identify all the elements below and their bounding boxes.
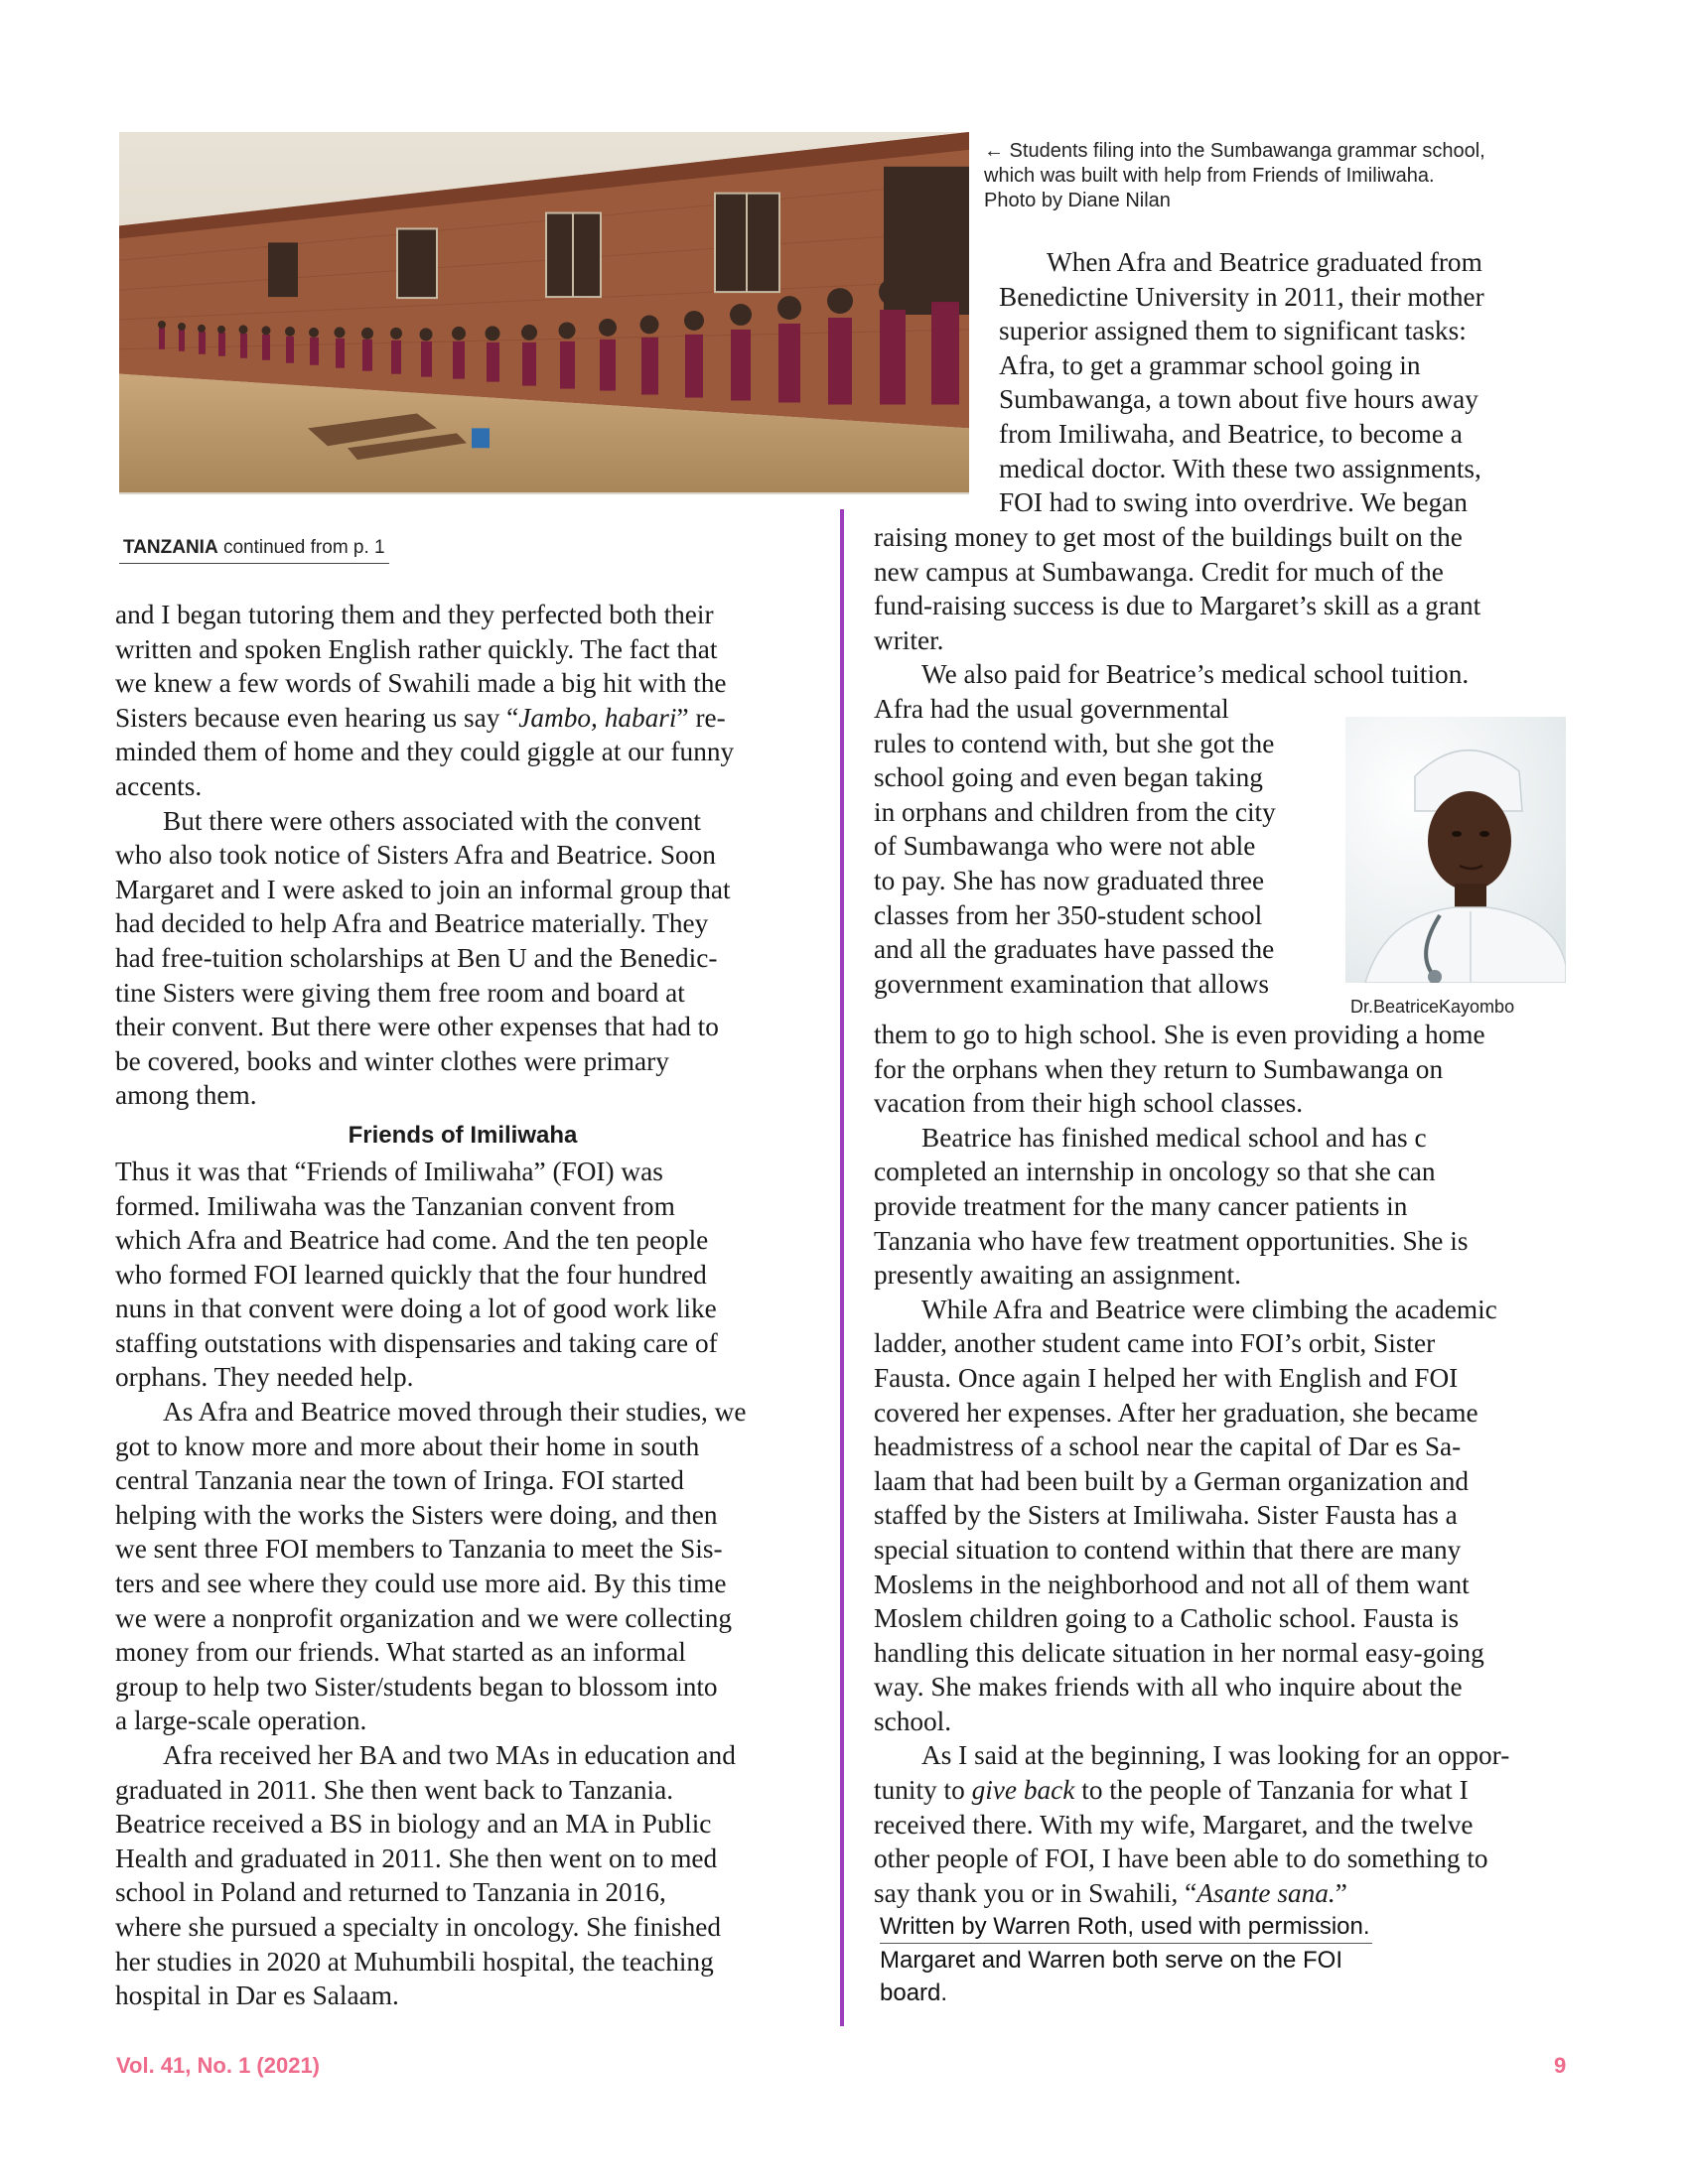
text-line: provide treatment for the many cancer patients in [874, 1190, 1408, 1221]
text-line: school going and even began taking [874, 762, 1263, 793]
right-column-mid [874, 520, 1569, 692]
text-line: presently awaiting an assignment. [874, 1260, 1241, 1291]
text-line: Afra had the usual governmental [874, 694, 1229, 724]
text-line: ters and see where they could use more aid. By this time [115, 1569, 727, 1599]
text-line: fund-raising success is due to Margaret’s skill as a grant [874, 591, 1481, 621]
text-line: which Afra and Beatrice had come. And the ten people [115, 1225, 709, 1256]
text-line: Benedictine University in 2011, their mother [999, 281, 1484, 312]
students-photo [119, 132, 969, 494]
photo-caption [984, 139, 1540, 213]
text-line: rules to contend with, but she got the [874, 728, 1275, 758]
continued-label [119, 536, 389, 564]
text-line: Beatrice received a BS in biology and an MA in Public [115, 1809, 712, 1840]
text-line: Thus it was that “Friends of Imiliwaha” (FOI) was [115, 1156, 663, 1186]
text-line: we were a nonprofit organization and we were collecting [115, 1602, 733, 1633]
text-line: written and spoken English rather quickly. The fact that [115, 633, 718, 664]
text-line: classes from her 350-student school [874, 899, 1263, 930]
text-span: tunity to [874, 1775, 972, 1806]
text-line: orphans. They needed help. [115, 1362, 414, 1393]
continued-section: TANZANIA [123, 537, 218, 558]
text-line: and I began tutoring them and they perfected both their [115, 600, 714, 629]
text-line: ladder, another student came into FOI’s orbit, Sister [874, 1328, 1436, 1359]
text-line: writer. [874, 624, 944, 655]
text-line: we sent three FOI members to Tanzania to meet the Sis- [115, 1534, 723, 1565]
text-line: Beatrice has finished medical school and has c [921, 1122, 1427, 1153]
text-line: school. [874, 1706, 952, 1736]
text-line: where she pursued a specialty in oncology. She finished [115, 1911, 721, 1942]
text-line: their convent. But there were other expenses that had to [115, 1012, 719, 1042]
right-column-bottom [874, 1018, 1569, 1910]
text-line: to pay. She has now graduated three [874, 865, 1265, 895]
text-line [115, 701, 810, 736]
text-line: handling this delicate situation in her normal easy-going [874, 1637, 1484, 1668]
text-line: nuns in that convent were doing a lot of good work like [115, 1294, 717, 1324]
byline [880, 1910, 1372, 2009]
text-line: covered her expenses. After her graduation, she became [874, 1397, 1478, 1428]
text-span: to the people of Tanzania for what I [1074, 1775, 1469, 1806]
text-line: a large-scale operation. [115, 1706, 367, 1736]
text-line [874, 1876, 1569, 1911]
text-line: medical doctor. With these two assignments, [999, 453, 1481, 483]
page-number: 9 [1554, 2053, 1567, 2078]
text-line: among them. [115, 1080, 257, 1111]
text-line: FOI had to swing into overdrive. We began [999, 487, 1468, 518]
text-line: her studies in 2020 at Muhumbili hospital, the teaching [115, 1946, 714, 1977]
text-line: As Afra and Beatrice moved through their studies, we [163, 1397, 747, 1428]
text-line: While Afra and Beatrice were climbing the academic [921, 1294, 1497, 1324]
text-span: say thank you or in Swahili, “ [874, 1877, 1197, 1908]
text-line: special situation to contend within that there are many [874, 1534, 1462, 1565]
byline-line: board. [880, 1979, 948, 2006]
text-span: ” [1335, 1877, 1347, 1908]
photo-caption-line: Photo by Diane Nilan [984, 190, 1171, 211]
text-line: Moslem children going to a Catholic school. Fausta is [874, 1603, 1460, 1634]
text-line: Tanzania who have few treatment opportunities. She is [874, 1225, 1469, 1256]
text-line: As I said at the beginning, I was looking for an oppor- [921, 1740, 1510, 1771]
text-line: hospital in Dar es Salaam. [115, 1980, 399, 2011]
text-line: for the orphans when they return to Sumbawanga on [874, 1053, 1444, 1084]
text-line: tine Sisters were giving them free room and board at [115, 977, 685, 1008]
volume-footer: Vol. 41, No. 1 (2021) [116, 2053, 321, 2078]
text-line: helping with the works the Sisters were doing, and then [115, 1499, 718, 1530]
text-line: of Sumbawanga who were not able [874, 831, 1256, 862]
text-span: ” re- [676, 702, 726, 733]
text-line: be covered, books and winter clothes were primary [115, 1045, 669, 1076]
text-line: who formed FOI learned quickly that the four hundred [115, 1259, 707, 1290]
text-line: and all the graduates have passed the [874, 934, 1275, 965]
text-line: Moslems in the neighborhood and not all of them want [874, 1569, 1470, 1599]
text-span: Sisters because even hearing us say “ [115, 702, 519, 733]
text-line: received there. With my wife, Margaret, and the twelve [874, 1809, 1474, 1840]
text-line: We also paid for Beatrice’s medical school tuition. [921, 659, 1470, 690]
text-line: who also took notice of Sisters Afra and Beatrice. Soon [115, 840, 716, 871]
text-line: money from our friends. What started as an informal [115, 1637, 686, 1668]
text-line: Afra received her BA and two MAs in education and [163, 1740, 736, 1770]
text-line: central Tanzania near the town of Iringa. FOI started [115, 1465, 684, 1496]
column-divider [840, 509, 844, 2026]
text-line: Margaret and I were asked to join an informal group that [115, 874, 731, 904]
swahili-phrase: Asante sana. [1196, 1877, 1336, 1908]
text-line: graduated in 2011. She then went back to Tanzania. [115, 1774, 674, 1805]
text-line: them to go to high school. She is even providing a home [874, 1020, 1485, 1049]
section-subhead: Friends of Imiliwaha [348, 1121, 578, 1149]
right-column-top [999, 245, 1575, 520]
italic-phrase: give back [971, 1775, 1075, 1806]
byline-line: Written by Warren Roth, used with permission. [880, 1910, 1372, 1944]
right-column-wrap [874, 692, 1340, 1001]
text-line: new campus at Sumbawanga. Credit for much of the [874, 556, 1444, 587]
text-line: But there were others associated with the convent [163, 805, 701, 836]
text-line: vacation from their high school classes. [874, 1088, 1304, 1119]
text-line: formed. Imiliwaha was the Tanzanian convent from [115, 1190, 675, 1221]
text-line: Health and graduated in 2011. She then went on to med [115, 1843, 718, 1873]
text-line: in orphans and children from the city [874, 796, 1276, 827]
swahili-phrase: Jambo, habari [518, 702, 677, 733]
text-line: Fausta. Once again I helped her with English and FOI [874, 1362, 1459, 1393]
text-line: raising money to get most of the buildings built on the [874, 522, 1463, 552]
text-line: other people of FOI, I have been able to do something to [874, 1843, 1488, 1874]
text-line: got to know more and more about their home in south [115, 1431, 700, 1461]
text-line: government examination that allows [874, 968, 1269, 999]
left-column [115, 598, 810, 2013]
text-line: When Afra and Beatrice graduated from [1047, 247, 1482, 277]
text-line: accents. [115, 770, 203, 801]
photo-caption-line: which was built with help from Friends of Imiliwaha. [984, 165, 1435, 187]
text-line: staffed by the Sisters at Imiliwaha. Sister Fausta has a [874, 1500, 1458, 1531]
text-line: completed an internship in oncology so that she can [874, 1157, 1436, 1187]
text-line: school in Poland and returned to Tanzania in 2016, [115, 1877, 666, 1908]
text-line: from Imiliwaha, and Beatrice, to become a [999, 418, 1463, 449]
text-line: minded them of home and they could giggle at our funny [115, 737, 735, 767]
portrait-caption: Dr.BeatriceKayombo [1350, 997, 1515, 1017]
text-line: laam that had been built by a German organization and [874, 1465, 1470, 1496]
text-line [874, 1773, 1569, 1808]
doctor-portrait [1345, 717, 1566, 983]
byline-line: Margaret and Warren both serve on the FOI [880, 1947, 1342, 1974]
text-line: group to help two Sister/students began to blossom into [115, 1671, 718, 1702]
text-line: Afra, to get a grammar school going in [999, 349, 1421, 380]
text-line: headmistress of a school near the capital of Dar es Sa- [874, 1432, 1462, 1462]
text-line: staffing outstations with dispensaries and taking care of [115, 1327, 718, 1358]
text-line: Sumbawanga, a town about five hours away [999, 384, 1478, 415]
text-line: superior assigned them to significant tasks: [999, 316, 1467, 346]
photo-caption-line: ← Students filing into the Sumbawanga grammar school, [984, 140, 1485, 162]
text-line: way. She makes friends with all who inquire about the [874, 1672, 1463, 1703]
text-line: had decided to help Afra and Beatrice materially. They [115, 908, 709, 939]
text-line: we knew a few words of Swahili made a big hit with the [115, 668, 727, 699]
continued-text: continued from p. 1 [222, 537, 385, 558]
text-line: had free-tuition scholarships at Ben U and the Benedic- [115, 942, 718, 973]
